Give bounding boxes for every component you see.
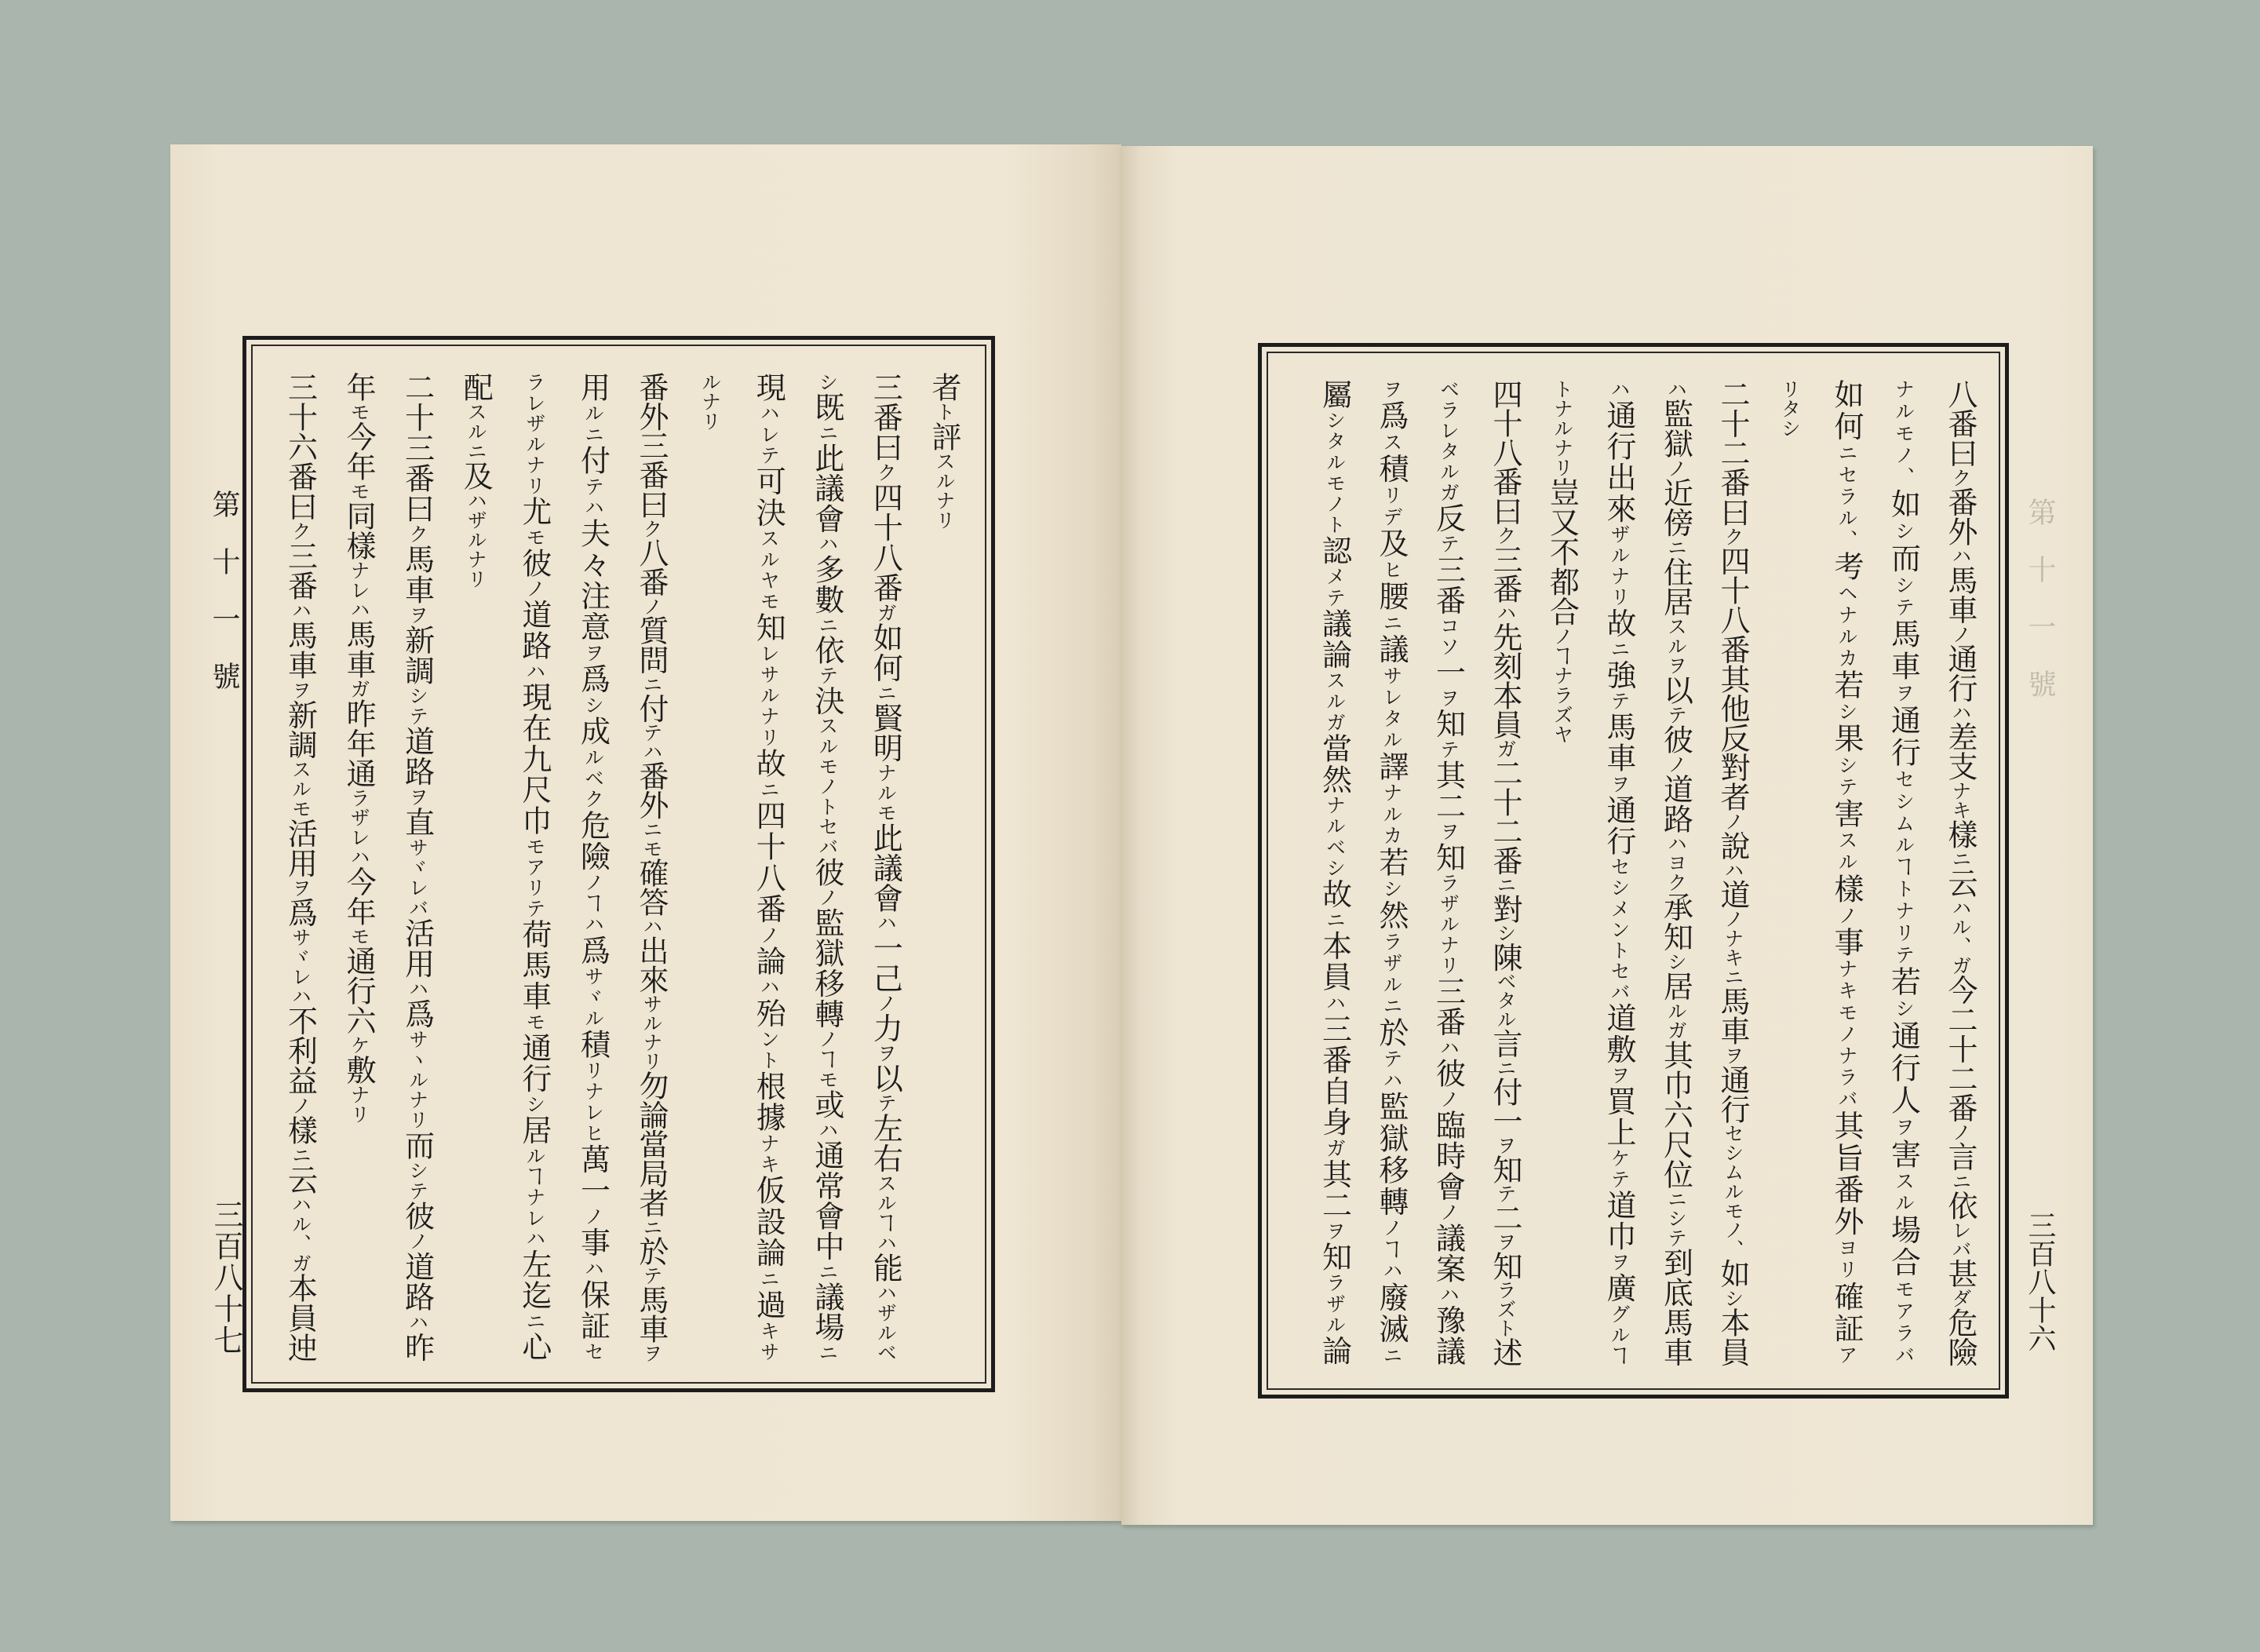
kana-run: サヽルナリ: [406, 1029, 429, 1130]
kana-run: ニ: [1949, 848, 1972, 869]
kana-run: ク: [1494, 525, 1517, 545]
kana-run: ニ: [874, 682, 898, 703]
kana-run: ニ: [1664, 537, 1688, 557]
kana-run: ハ: [523, 661, 546, 682]
kana-run: ニセラル、: [1835, 443, 1858, 552]
kana-run: ヘナルカ: [1835, 582, 1858, 670]
kana-run: ナリ: [348, 1085, 371, 1124]
kana-run: テ: [1437, 738, 1460, 760]
kana-run: ラズト: [1494, 1280, 1517, 1337]
kana-run: テ: [1494, 1183, 1517, 1203]
kana-run: ハ: [815, 1119, 839, 1140]
kana-run: サレタル: [1380, 665, 1403, 751]
kana-run: セシムルヿトナリテ: [1892, 768, 1916, 967]
kana-run: ルガ: [1664, 1001, 1688, 1041]
kana-run: ラザレハ: [348, 788, 371, 866]
kana-run: ハ: [1437, 1038, 1460, 1059]
kana-run: シテ: [406, 685, 429, 727]
text-column: 二十二番曰ク四十八番其他反對者ノ說ハ道ノナキニ馬車ヲ通行セシムルモノ、如シ本員: [1715, 379, 1750, 1367]
kana-run: ヲ: [1437, 821, 1460, 842]
kana-run: モ: [348, 402, 371, 421]
text-column: 三番曰ク四十八番ガ如何ニ賢明ナルモ此議會ハ一己ノ力ヲ以テ左右スルヿハ能ハザルベ: [868, 372, 903, 1363]
kana-run: ハ: [581, 1258, 605, 1280]
kana-run: シ: [1664, 951, 1688, 972]
kana-run: シテ: [1835, 754, 1858, 799]
kana-run: ノヿモ: [815, 1029, 839, 1090]
kana-run: ニ: [815, 422, 839, 443]
kana-run: ラレザルナリ: [523, 372, 546, 497]
kana-run: ニ: [1380, 612, 1403, 634]
kana-run: シタルモノト: [1323, 410, 1347, 536]
kana-run: ケ: [348, 1035, 371, 1055]
kana-run: ハ: [1949, 545, 1972, 566]
text-column: 現ハレテ可決スルヤモ知レサルナリ故ニ四十八番ノ論ハ殆ント根據ナキ仮設論ニ過キサ: [751, 372, 786, 1363]
kana-run: ヒ: [1380, 559, 1403, 582]
kana-run: テハ: [1380, 1048, 1403, 1092]
kana-run: ハ: [289, 600, 312, 621]
kana-run: ハザルナリ: [465, 490, 488, 589]
kana-run: ヲ: [1608, 1064, 1631, 1086]
kana-run: スルガ: [1323, 670, 1347, 733]
kana-run: ノ: [757, 924, 781, 946]
kana-run: ナキ: [757, 1132, 781, 1176]
kana-run: スルヤモ: [757, 528, 781, 612]
kana-run: ク: [1949, 467, 1972, 487]
kana-run: ヲ: [1494, 1231, 1517, 1251]
text-frame: [242, 336, 995, 1392]
kana-run: ハ: [1437, 1284, 1460, 1305]
kana-run: サルナリ: [640, 994, 664, 1071]
kana-run: テ: [1664, 705, 1688, 725]
kana-run: シ: [1892, 998, 1916, 1021]
kana-run: ニ: [1494, 1057, 1517, 1078]
kana-run: ス: [1380, 432, 1403, 454]
kana-run: ハ: [1722, 860, 1744, 880]
kana-run: スルニ: [465, 402, 488, 461]
text-columns: [271, 372, 973, 1362]
kana-run: ガ: [1494, 738, 1517, 758]
kana-run: ヲ: [1892, 683, 1916, 706]
kana-run: テハ: [640, 722, 664, 761]
kana-run: ガ: [874, 602, 898, 623]
kana-run: ハザルベ: [874, 1282, 898, 1363]
kana-run: ルニ: [581, 403, 605, 446]
text-column: 屬シタルモノト認メテ議論スルガ當然ナルベシ故ニ本員ハ三番自身ガ其二ヲ知ラザル論: [1317, 379, 1352, 1367]
kana-run: ナルモ: [874, 763, 898, 823]
kana-run: レバ: [1949, 1220, 1972, 1259]
kana-run: スルヲ: [1664, 616, 1688, 676]
kana-run: ナルモノ、: [1892, 379, 1916, 489]
kana-run: ハ: [874, 913, 898, 933]
kana-run: ノ: [1949, 1122, 1972, 1142]
kana-run: テ: [1437, 533, 1460, 555]
text-column: ヲ爲ス積リデ及ヒ腰ニ議サレタル譯ナルカ若シ然ラザルニ於テハ監獄移轉ノヿハ廢滅ニ: [1374, 379, 1409, 1367]
text-column: トナルナリ豈又不都合ノヿナラズヤ: [1544, 379, 1580, 744]
kana-run: ハ: [757, 976, 781, 998]
kana-run: ガ: [1323, 1137, 1347, 1159]
kana-run: ニ: [1323, 910, 1347, 931]
kana-run: ント: [757, 1029, 781, 1071]
kana-run: ヲ: [289, 877, 312, 898]
page-number: 三百八十六: [2024, 1211, 2056, 1352]
kana-run: ノ: [523, 578, 546, 600]
kana-run: スルモ: [289, 759, 312, 819]
kana-run: ノ: [640, 596, 664, 616]
kana-run: ク: [874, 462, 898, 483]
kana-run: セシメントセバ: [1608, 856, 1631, 1003]
kana-run: シ: [815, 372, 839, 392]
kana-run: モ: [523, 1011, 546, 1033]
kana-run: ノ: [1437, 1089, 1460, 1110]
kana-run: ニ: [1494, 874, 1517, 894]
kana-run: ニ: [815, 1261, 839, 1282]
left-page: [170, 144, 1121, 1521]
kana-run: ヲ: [289, 680, 312, 700]
kana-run: ハ: [640, 916, 664, 935]
kana-run: ヲ: [1380, 379, 1403, 401]
kana-run: ノヿナラズヤ: [1551, 626, 1574, 744]
kana-run: ケテ: [1608, 1147, 1631, 1190]
text-column: [1761, 379, 1818, 1366]
kana-run: ラザルナリ: [1437, 873, 1460, 976]
kana-run: ノ: [406, 1231, 429, 1252]
kana-run: シテ: [406, 1160, 429, 1201]
kana-run: ト: [933, 402, 956, 421]
kana-run: ルナリ: [698, 372, 722, 431]
kana-run: スルナリ: [933, 451, 956, 530]
kana-run: モ: [523, 527, 546, 548]
kana-run: ハ: [1949, 702, 1972, 722]
kana-run: メテ: [1323, 566, 1347, 608]
text-column: 者ト評スルナリ: [927, 372, 961, 530]
kana-run: ガ: [348, 679, 371, 698]
kana-run: ハル、ガ: [1949, 897, 1972, 976]
kana-run: リデ: [1380, 485, 1403, 528]
kana-run: ラザル: [1323, 1272, 1347, 1336]
kana-run: ハヨク: [1664, 833, 1688, 892]
kana-run: キサ: [757, 1320, 781, 1363]
kana-run: ノ: [1949, 624, 1972, 644]
kana-run: シテ: [1892, 574, 1916, 619]
kana-run: ク: [640, 518, 664, 538]
kana-run: ハ: [406, 979, 429, 999]
kana-run: ナルベシ: [1323, 795, 1347, 879]
kana-run: ヲ: [1892, 1116, 1916, 1139]
text-column: ハ通行出來ザルナリ故ニ強テ馬車ヲ通行セシメントセバ道敷ヲ買上ケテ道巾ヲ廣グルヿ: [1602, 379, 1636, 1367]
kana-run: ニ: [1949, 1171, 1972, 1191]
kana-run: ザルナリ: [1608, 523, 1631, 608]
kana-run: ナキモノナラバ: [1835, 958, 1858, 1110]
kana-run: ヲ: [874, 1042, 898, 1063]
kana-run: ク: [289, 521, 312, 542]
kana-run: モアリテ: [523, 836, 546, 919]
text-column: 三十六番曰ク三番ハ馬車ヲ新調スルモ活用ヲ爲サヾレハ不利益ノ樣ニ云ハル、ガ本員迚: [282, 372, 318, 1363]
kana-run: ノ: [815, 887, 839, 908]
kana-run: スル: [1835, 830, 1858, 873]
kana-run: モアラバ: [1892, 1278, 1916, 1367]
kana-run: ノヿハ: [581, 872, 605, 935]
kana-run: ニ: [523, 1311, 546, 1332]
kana-run: セ: [581, 1341, 605, 1363]
kana-run: ヲ: [406, 786, 429, 808]
kana-run: ナルカ: [1380, 782, 1403, 847]
kana-run: ルヿナレハ: [523, 1145, 546, 1249]
kana-run: ニ: [289, 1144, 312, 1165]
kana-run: シ: [1835, 701, 1858, 724]
kana-run: ハ: [1664, 379, 1688, 399]
text-column: 八番曰ク番外ハ馬車ノ通行ハ差支ナキ樣ニ云ハル、ガ今二十二番ノ言ニ依レバ甚ダ危險: [1943, 379, 1978, 1367]
text-column: [680, 372, 739, 1362]
text-column: ベラレタルガ反テ三番コソ一ヲ知テ其二ヲ知ラザルナリ三番ハ彼ノ臨時會ノ議案ハ豫議: [1431, 379, 1466, 1367]
kana-run: ノ: [581, 1205, 605, 1227]
text-column: 四十八番曰ク三番ハ先刻本員ガ二十二番ニ對シ陳ベタル言ニ付一ヲ知テ二ヲ知ラズト述: [1488, 379, 1522, 1367]
kana-run: ノ: [874, 993, 898, 1013]
kana-run: テ: [1608, 691, 1631, 712]
kana-run: ノナキニ: [1722, 909, 1744, 986]
text-column: ハ監獄ノ近傍ニ住居スルヲ以テ彼ノ道路ハヨク承知シ居ルガ其巾六尺位ニシテ到底馬車: [1658, 379, 1693, 1367]
kana-run: ア: [1835, 1344, 1858, 1367]
kana-run: ヲ: [640, 1343, 664, 1363]
text-frame: [1258, 343, 2009, 1399]
kana-run: スル: [1892, 1170, 1916, 1215]
kana-run: シ: [1380, 878, 1403, 900]
kana-run: ノ: [1664, 753, 1688, 774]
kana-run: ヲ: [581, 642, 605, 664]
kana-run: ハレテ: [757, 403, 781, 466]
text-column: 用ルニ付テハ夫々注意ヲ爲シ成ルベク危險ノヿハ爲サヾル積リナレヒ萬一ノ事ハ保証セ: [575, 372, 611, 1363]
kana-run: ノ: [1722, 811, 1744, 831]
kana-run: ク: [406, 523, 429, 545]
kana-run: ヲ: [1722, 1045, 1744, 1065]
kana-run: ダ: [1949, 1288, 1972, 1307]
kana-run: テ: [874, 1092, 898, 1114]
kana-run: ナレハ: [348, 560, 371, 619]
kana-run: ニモ: [640, 819, 664, 858]
right-page: [1121, 146, 2093, 1525]
kana-run: ノ: [289, 1095, 312, 1115]
kana-run: ハル、ガ: [289, 1194, 312, 1274]
kana-run: ニ: [815, 1342, 839, 1363]
kana-run: リタシ: [1778, 379, 1802, 438]
kana-run: モ: [348, 481, 371, 501]
text-column: シ既ニ此議會ハ多數ニ依テ決スルモノトセバ彼ノ監獄移轉ノヿモ或ハ通常會中ニ議場ニ: [809, 372, 844, 1363]
running-header: 第十一號: [2024, 498, 2056, 727]
kana-run: ニ: [1608, 638, 1631, 660]
text-column: 如何ニセラル、考ヘナルカ若シ果シテ害スル樣ノ事ナキモノナラバ其旨番外ヨリ確証ア: [1829, 379, 1864, 1367]
kana-run: シ: [523, 1094, 546, 1115]
kana-run: モ: [348, 926, 371, 946]
kana-run: ラザルニ: [1380, 931, 1403, 1017]
page-number: 三百八十七: [209, 1199, 243, 1356]
running-header: 第十一號: [208, 490, 240, 719]
text-columns: [1306, 379, 1988, 1366]
kana-run: ヲ: [1608, 1252, 1631, 1273]
kana-run: スルヿハ: [874, 1172, 898, 1253]
kana-run: ノ: [1437, 1202, 1460, 1223]
kana-run: ベラレタルガ: [1437, 379, 1460, 503]
text-column: 配スルニ及ハザルナリ: [458, 372, 494, 589]
kana-run: ニ: [640, 1216, 664, 1237]
kana-run: レサルナリ: [757, 643, 781, 749]
kana-run: ノ: [1835, 905, 1858, 928]
kana-run: ニ: [640, 673, 664, 694]
kana-run: ニ: [757, 779, 781, 800]
kana-run: コソ: [1437, 615, 1460, 658]
kana-run: ヲ: [1494, 1135, 1517, 1154]
kana-run: ハ: [406, 1311, 429, 1333]
kana-run: リナレヒ: [581, 1059, 605, 1144]
kana-run: サヾレバ: [406, 837, 429, 918]
kana-run: ノヿハ: [1380, 1217, 1403, 1282]
kana-run: ハ: [1608, 379, 1631, 400]
text-column: ナルモノ、如シ而シテ馬車ヲ通行セシムルヿトナリテ若シ通行人ヲ害スル場合モアラバ: [1886, 379, 1921, 1367]
kana-run: スルモノトセバ: [815, 716, 839, 857]
kana-run: シ: [1892, 520, 1916, 543]
kana-run: サヾル: [581, 966, 605, 1030]
kana-run: ニ: [1380, 1344, 1403, 1367]
kana-run: サヾレハ: [289, 927, 312, 1006]
kana-run: ヲ: [1323, 1220, 1347, 1242]
kana-run: ベタル: [1494, 971, 1517, 1029]
kana-run: ハ: [815, 534, 839, 554]
text-column: ラレザルナリ尤モ彼ノ道路ハ現在九尺巾モアリテ荷馬車モ通行シ居ルヿナレハ左迄ニ心: [516, 372, 552, 1363]
kana-run: ニ: [815, 614, 839, 635]
kana-run: シ: [1494, 923, 1517, 943]
kana-run: ハ: [1323, 992, 1347, 1014]
kana-run: ヲ: [1608, 773, 1631, 795]
kana-run: テ: [640, 1265, 664, 1285]
kana-run: テハ: [581, 476, 605, 519]
kana-run: ニ: [757, 1268, 781, 1290]
kana-run: グルヿ: [1608, 1304, 1631, 1367]
kana-run: ノ: [1664, 458, 1688, 478]
kana-run: シ: [581, 695, 605, 717]
kana-run: ルベク: [581, 746, 605, 810]
kana-run: ヲ: [406, 604, 429, 625]
kana-run: トナルナリ: [1551, 379, 1574, 477]
kana-run: ハ: [1494, 603, 1517, 622]
kana-run: ナキ: [1949, 780, 1972, 820]
kana-run: ク: [1722, 526, 1744, 546]
kana-run: テ: [815, 665, 839, 686]
kana-run: ヨリ: [1835, 1238, 1858, 1282]
text-column: 二十三番曰ク馬車ヲ新調シテ道路ヲ直サヾレバ活用ハ爲サヽルナリ而シテ彼ノ道路ハ昨: [399, 372, 435, 1363]
text-column: 年モ今年モ同樣ナレハ馬車ガ昨年通ラザレハ今年モ通行六ケ敷ナリ: [341, 372, 377, 1124]
text-column: 番外三番曰ク八番ノ質問ニ付テハ番外ニモ確答ハ出來サルナリ勿論當局者ニ於テ馬車ヲ: [634, 372, 669, 1363]
kana-run: ニシテ: [1664, 1188, 1688, 1248]
kana-run: シ: [1722, 1288, 1744, 1307]
kana-run: セシムルモノ、: [1722, 1123, 1744, 1259]
kana-run: ヲ: [1437, 687, 1460, 709]
